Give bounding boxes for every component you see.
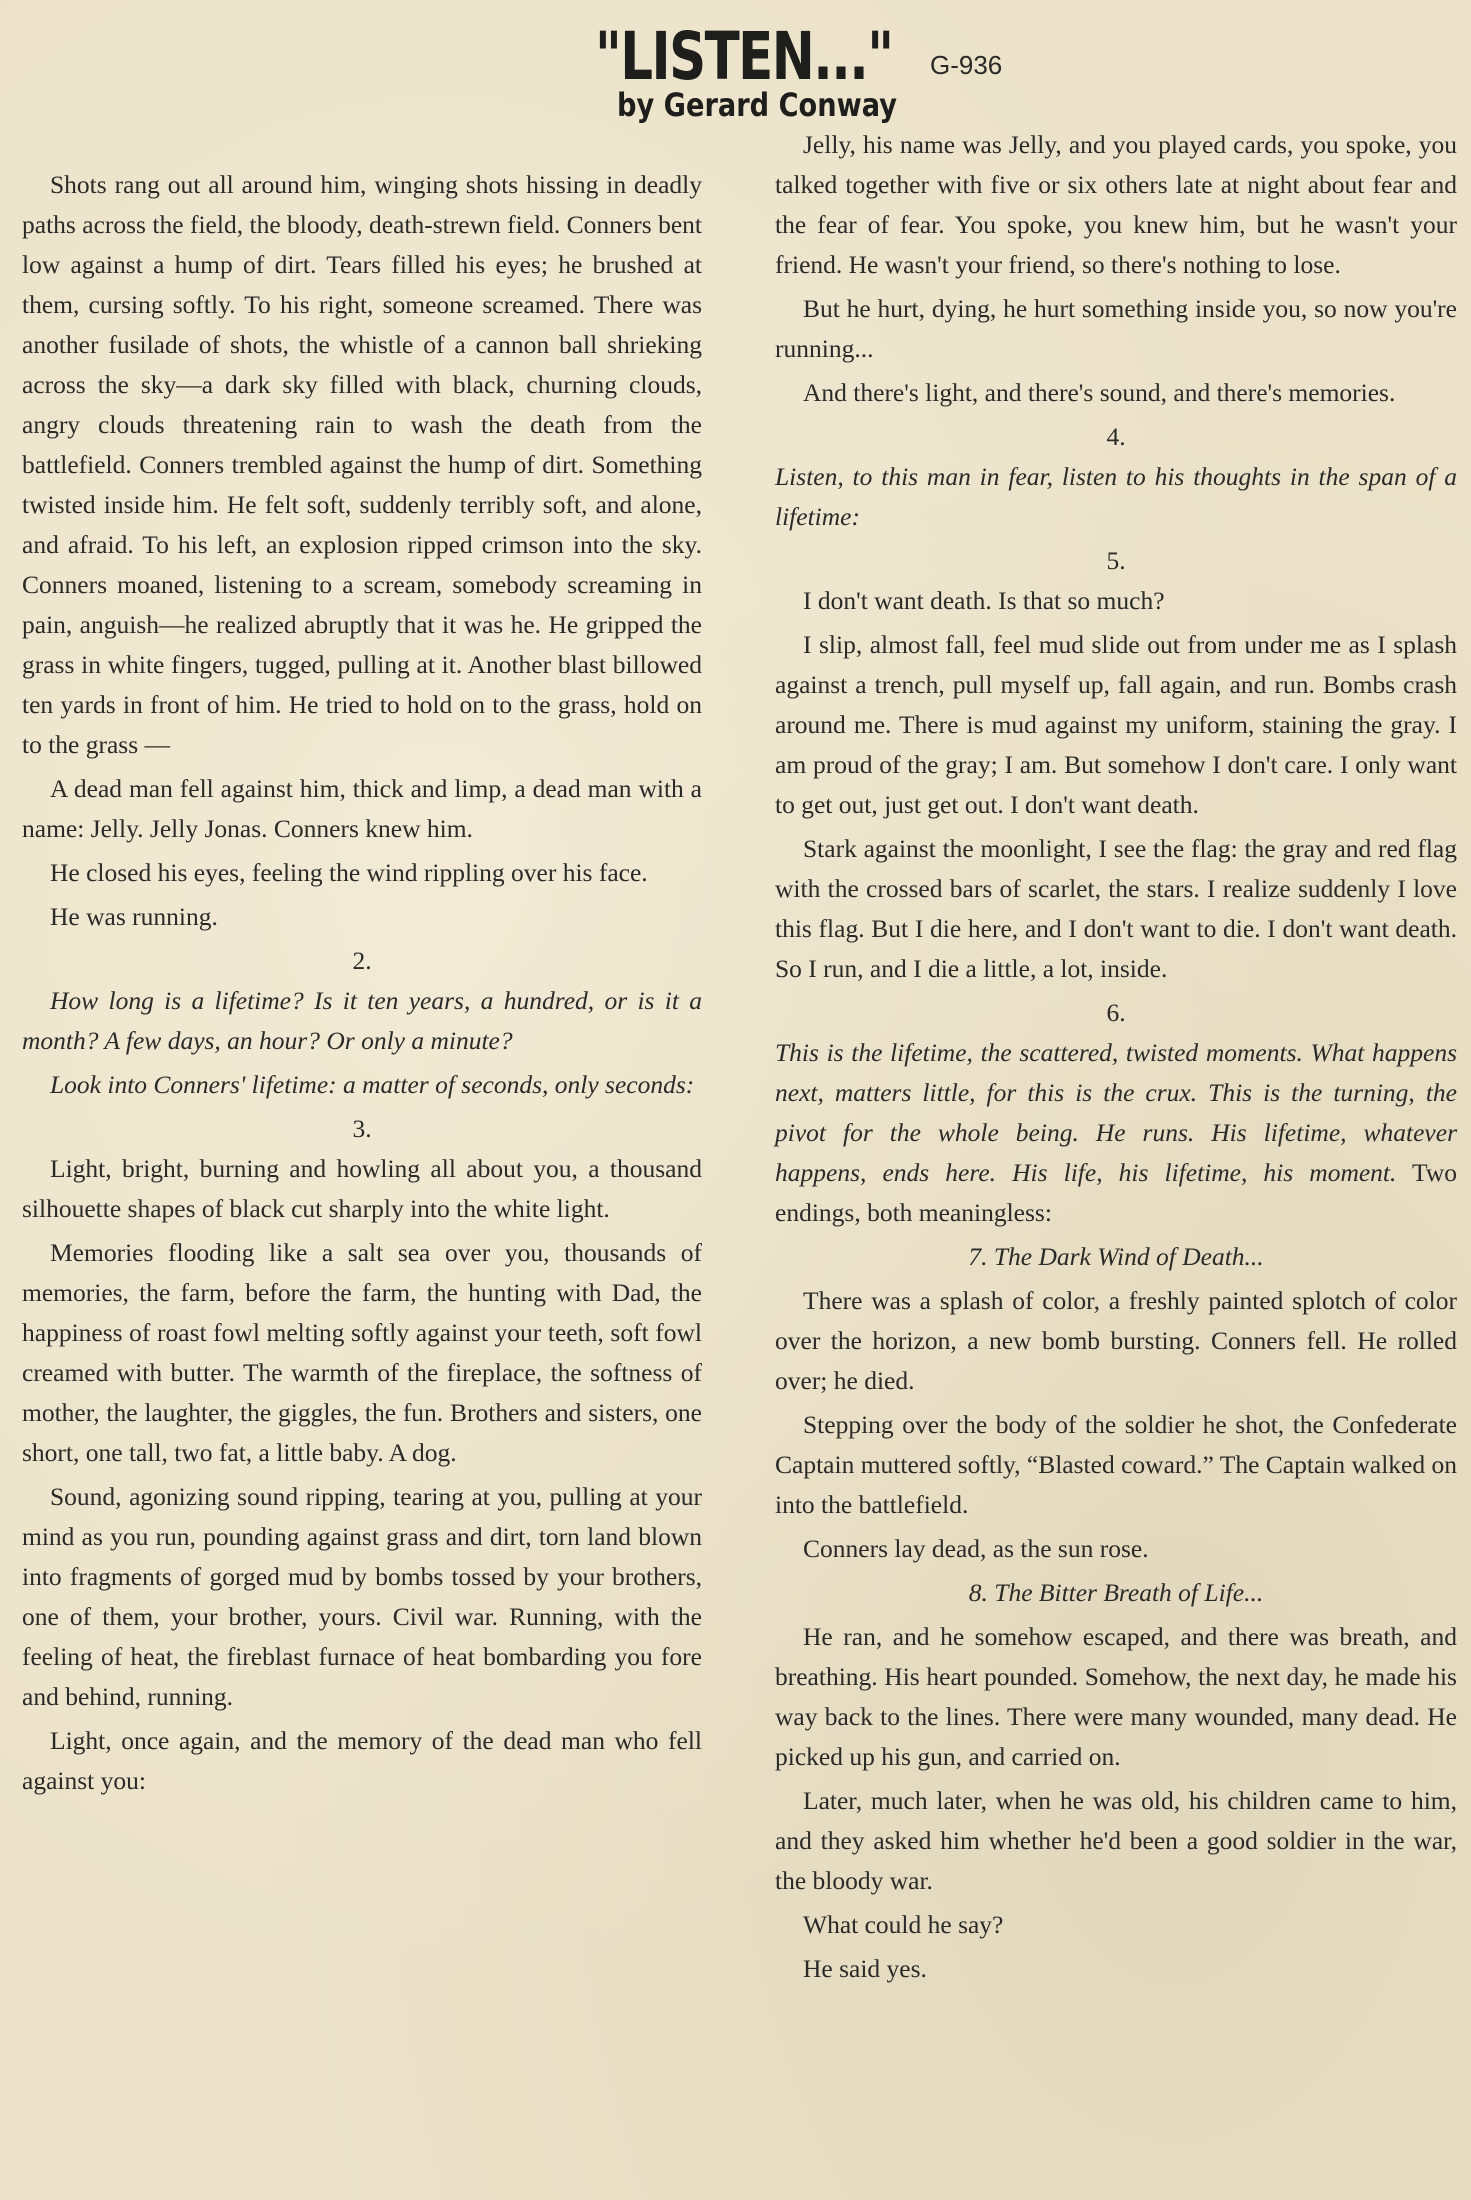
paragraph: He said yes. xyxy=(803,1954,927,1983)
roman-text: Two endings, both meaningless: xyxy=(775,1158,1457,1227)
paragraph xyxy=(775,1033,1457,1233)
paragraph: Listen, to this man in fear, listen to his thoughts in the span of a lifetime: xyxy=(775,462,1457,531)
story-code: G-936 xyxy=(930,50,1003,80)
section-heading: 8. The Bitter Breath of Life... xyxy=(968,1578,1264,1607)
paragraph: He was running. xyxy=(50,902,218,931)
paragraph: Conners lay dead, as the sun rose. xyxy=(803,1534,1149,1563)
paragraph: Look into Conners' lifetime: a matter of seconds, only seconds: xyxy=(50,1070,695,1099)
story-title: "LISTEN..." xyxy=(595,18,893,95)
paragraph: There was a splash of color, a freshly painted splotch of color over the horizon, a new bomb bursting. Conners fell. He rolled over; he died. xyxy=(775,1286,1457,1395)
paragraph: But he hurt, dying, he hurt something inside you, so now you're running... xyxy=(775,294,1457,363)
paragraph: And there's light, and there's sound, and there's memories. xyxy=(803,378,1396,407)
byline: by Gerard Conway xyxy=(617,86,897,124)
right-column xyxy=(775,125,1457,1993)
paragraph: How long is a lifetime? Is it ten years, a hundred, or is it a month? A few days, an hour? Or only a minute? xyxy=(22,986,702,1055)
paragraph: Jelly, his name was Jelly, and you played cards, you spoke, you talked together with five or six others late at night about fear and the fear of fear. You spoke, you knew him, but he wasn't your friend. He wasn't your friend, so there's nothing to lose. xyxy=(775,130,1457,279)
paragraph: Light, once again, and the memory of the dead man who fell against you: xyxy=(22,1726,702,1795)
italic-text: This is the lifetime, the scattered, twisted moments. What happens next, matters little, for this is the crux. This is the turning, the pivot for the whole being. He runs. His lifetime, whatever happens, ends here. His life, his lifetime, his moment. xyxy=(775,1038,1457,1187)
paragraph: Shots rang out all around him, winging shots hissing in deadly paths across the field, the bloody, death-strewn field. Conners bent low against a hump of dirt. Tears filled his eyes; he brushed at them, cursing softly. To his right, someone screamed. There was another fusilade of shots, the whistle of a cannon ball shrieking across the sky—a dark sky filled with black, churning clouds, angry clouds threatening rain to wash the death from the battlefield. Conners trembled against the hump of dirt. Something twisted inside him. He felt soft, suddenly terribly soft, and alone, and afraid. To his left, an explosion ripped crimson into the sky. Conners moaned, listening to a scream, somebody screaming in pain, anguish—he realized abruptly that it was he. He gripped the grass in white fingers, tugged, pulling at it. Another blast billowed ten yards in front of him. He tried to hold on to the grass, hold on to the grass — xyxy=(22,170,702,759)
paragraph: Stepping over the body of the soldier he shot, the Confederate Captain muttered softly, “Blasted coward.” The Captain walked on into the battlefield. xyxy=(775,1410,1457,1519)
section-number: 4. xyxy=(1106,422,1126,451)
paragraph: Memories flooding like a salt sea over you, thousands of memories, the farm, before the farm, the hunting with Dad, the happiness of roast fowl melting softly against your teeth, soft fowl creamed with butter. The warmth of the fireplace, the softness of mother, the laughter, the giggles, the fun. Brothers and sisters, one short, one tall, two fat, a little baby. A dog. xyxy=(22,1238,702,1467)
section-number: 2. xyxy=(352,946,372,975)
section-number: 5. xyxy=(1106,546,1126,575)
paragraph: He ran, and he somehow escaped, and there was breath, and breathing. His heart pounded. Somehow, the next day, he made his way back to the lines. There were many wounded, many dead. He picked up his gun, and carried on. xyxy=(775,1622,1457,1771)
paragraph: I slip, almost fall, feel mud slide out from under me as I splash against a trench, pull myself up, fall again, and run. Bombs crash around me. There is mud against my uniform, staining the gray. I am proud of the gray; I am. But somehow I don't care. I only want to get out, just get out. I don't want death. xyxy=(775,630,1457,819)
section-number: 3. xyxy=(352,1114,372,1143)
paragraph: Light, bright, burning and howling all about you, a thousand silhouette shapes of black cut sharply into the white light. xyxy=(22,1154,702,1223)
paragraph: What could he say? xyxy=(803,1910,1004,1939)
left-column xyxy=(22,165,702,1805)
paragraph: Sound, agonizing sound ripping, tearing at you, pulling at your mind as you run, pounding against grass and dirt, torn land blown into fragments of gorged mud by bombs tossed by your brothers, one of them, your brother, yours. Civil war. Running, with the feeling of heat, the fireblast furnace of heat bombarding you fore and behind, running. xyxy=(22,1482,702,1711)
paragraph: I don't want death. Is that so much? xyxy=(803,586,1165,615)
paragraph: Later, much later, when he was old, his children came to him, and they asked him whether he'd been a good soldier in the war, the bloody war. xyxy=(775,1786,1457,1895)
story-header xyxy=(0,18,1471,128)
paragraph: He closed his eyes, feeling the wind rippling over his face. xyxy=(50,858,648,887)
paragraph: A dead man fell against him, thick and limp, a dead man with a name: Jelly. Jelly Jonas. Conners knew him. xyxy=(22,774,702,843)
section-number: 6. xyxy=(1106,998,1126,1027)
paragraph: Stark against the moonlight, I see the flag: the gray and red flag with the crossed bars of scarlet, the stars. I realize suddenly I love this flag. But I die here, and I don't want to die. I don't want death. So I run, and I die a little, a lot, inside. xyxy=(775,834,1457,983)
section-heading: 7. The Dark Wind of Death... xyxy=(968,1242,1264,1271)
